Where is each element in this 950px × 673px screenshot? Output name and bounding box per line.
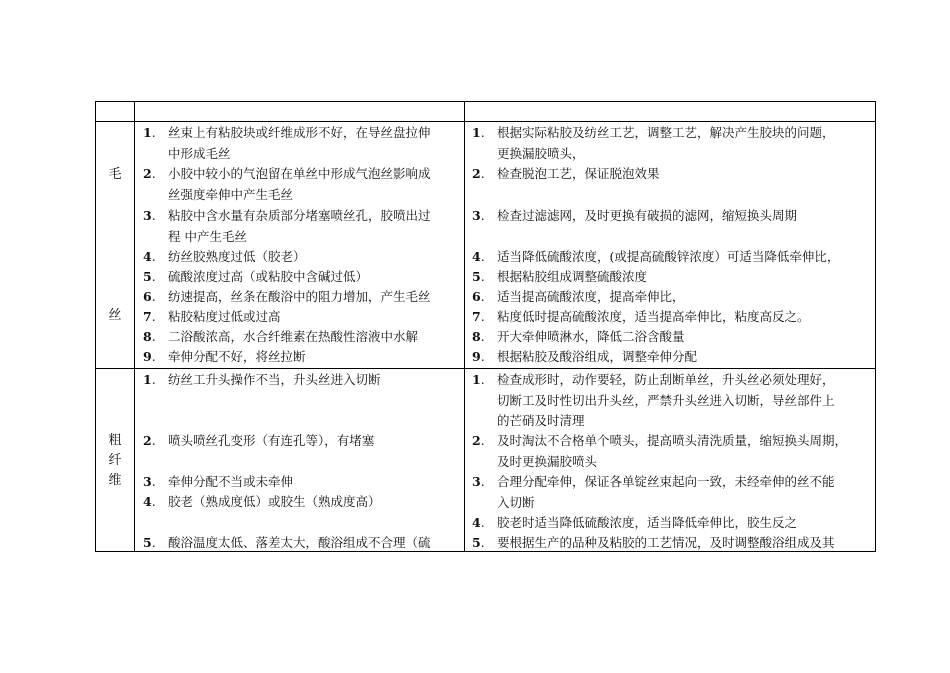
column-divider-middle — [464, 102, 465, 551]
group-label-char: 纤 — [108, 453, 122, 468]
header-row — [96, 102, 875, 121]
group-label-char: 丝 — [108, 308, 122, 323]
group-label-char: 粗 — [108, 433, 122, 448]
troubleshooting-table: 毛 丝 1 . 丝束上有粘胶块或纤维成形不好，在导丝盘拉伸 中形成毛丝 2 . 小胶中较小的气泡留在单丝中形成气泡丝影响成 丝强度牵伸中产生毛丝 3 . 粘胶中含水量有杂质部分堵塞喷丝孔，胶喷出过 程 中产生毛丝 4 . 纺丝胶熟度过低（胶老） 5 . 硫酸浓度过高（或粘胶中含碱过低） 6 . 纺速提高，丝条在酸浴中的阻力增加，产生毛丝 7 . 粘胶粘度过低或过高 8 . 二浴酸浓高，水合纤维素在热酸性溶液中水解 9 . 牵伸分配不好，将丝拉断 1 . 根据实际粘胶及纺丝工艺，调整工艺，解决产生胶块的问题， 更换漏胶喷头， 2 . 检查脱泡工艺，保证脱泡效果 3 . 检查过滤滤网，及时更换有破损的滤网，缩短换头周期 4 . 适当降低硫酸浓度，(或提高硫酸锌浓度）可适当降低牵伸比， 5 . 根据粘胶组成调整硫酸浓度 6 . 适当提高硫酸浓度，提高牵伸比， 7 . 粘度低时提高硫酸浓度，适当提高牵伸比，粘度高反之。 8 . 开大牵伸喷淋水，降低二浴含酸量 9 . 根据粘胶及酸浴组成，调整牵伸分配 粗 纤 维 1 . 纺丝工升头操作不当，升头丝进入切断 2 . 喷头喷丝孔变形（有连孔等），有堵塞 3 . 牵伸分配不当或未牵伸 4 . 胶老（熟成度低）或胶生（熟成度高） 5 . 酸浴温度太低、落差太大，酸浴组成不合理（硫 1 . 检查成形时，动作要轻，防止刮断单丝，升头丝必须处理好， 切断工及时性切出升头丝，严禁升头丝进入切断，导丝部件上 的芒硝及时清理 2 . 及时淘汰不合格单个喷头，提高喷头清洗质量，缩短换头周期， 及时更换漏胶喷头 3 . 合理分配牵伸，保证各单锭丝束起向一致，未经牵伸的丝不能 入切断 4 . 胶老时适当降低硫酸浓度，适当降低牵伸比，胶生反之 5 . 要根据生产的品种及粘胶的工艺情况，及时调整酸浴组成及其 — [95, 101, 876, 552]
header-row-divider — [96, 121, 875, 122]
group-label-char: 维 — [108, 473, 122, 488]
group-divider — [96, 368, 875, 369]
group-label-char: 毛 — [108, 167, 122, 182]
column-divider-label — [134, 102, 135, 551]
